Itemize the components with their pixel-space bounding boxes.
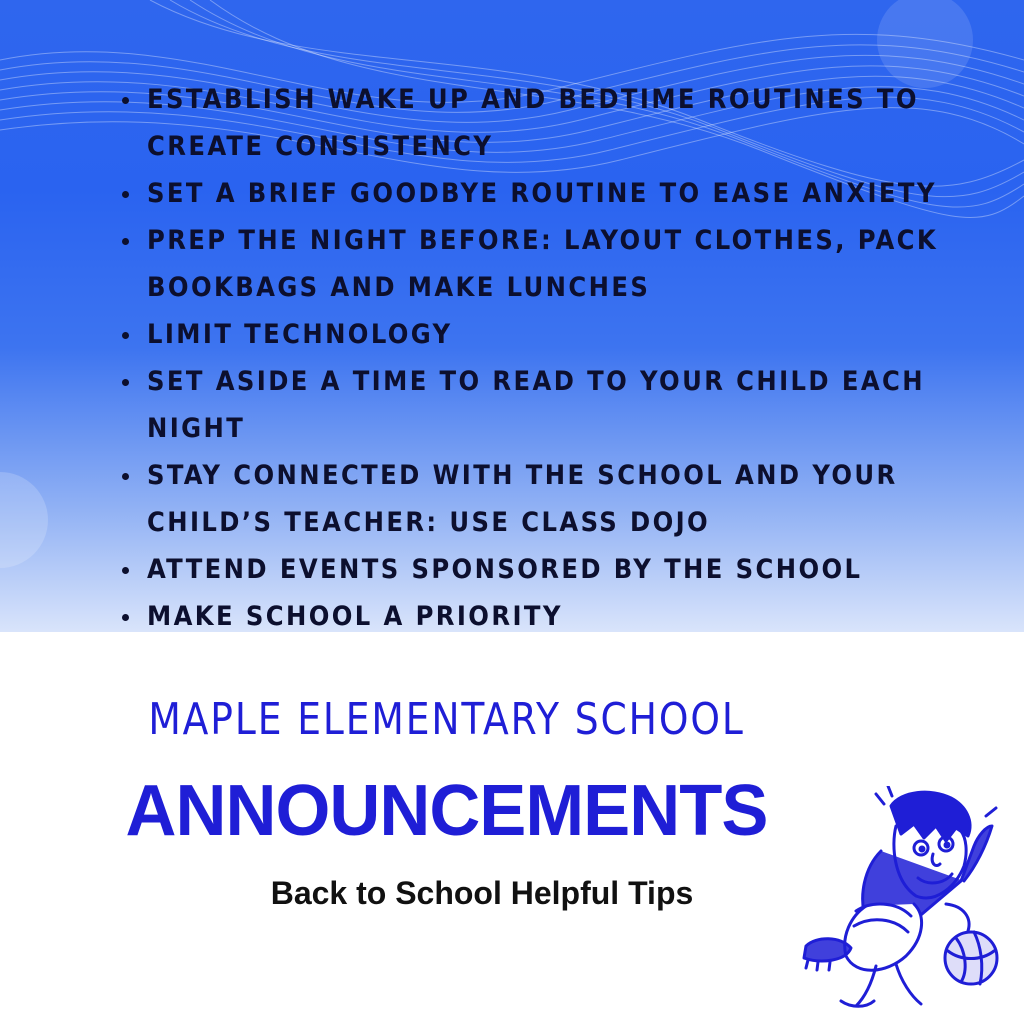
tip-item: SET A BRIEF GOODBYE ROUTINE TO EASE ANXIETY <box>120 170 1010 217</box>
tip-item: PREP THE NIGHT BEFORE: LAYOUT CLOTHES, PACK BOOKBAGS AND MAKE LUNCHES <box>120 217 1010 311</box>
tip-item: SET ASIDE A TIME TO READ TO YOUR CHILD EACH NIGHT <box>120 358 1010 452</box>
tip-item: LIMIT TECHNOLOGY <box>120 311 1010 358</box>
tip-item: MAKE SCHOOL A PRIORITY <box>120 593 1010 632</box>
subtitle: Back to School Helpful Tips <box>270 875 694 911</box>
announcements-headline: ANNOUNCEMENTS <box>125 771 768 851</box>
tip-item: ATTEND EVENTS SPONSORED BY THE SCHOOL <box>120 546 1010 593</box>
tip-item: ESTABLISH WAKE UP AND BEDTIME ROUTINES TO CREATE CONSISTENCY <box>120 76 1010 170</box>
school-name: MAPLE ELEMENTARY SCHOOL <box>148 694 745 745</box>
tip-item: STAY CONNECTED WITH THE SCHOOL AND YOUR CHILD’S TEACHER: USE CLASS DOJO <box>120 452 1010 546</box>
tips-list <box>120 76 1010 632</box>
mascot-illustration-icon <box>796 786 1006 1016</box>
